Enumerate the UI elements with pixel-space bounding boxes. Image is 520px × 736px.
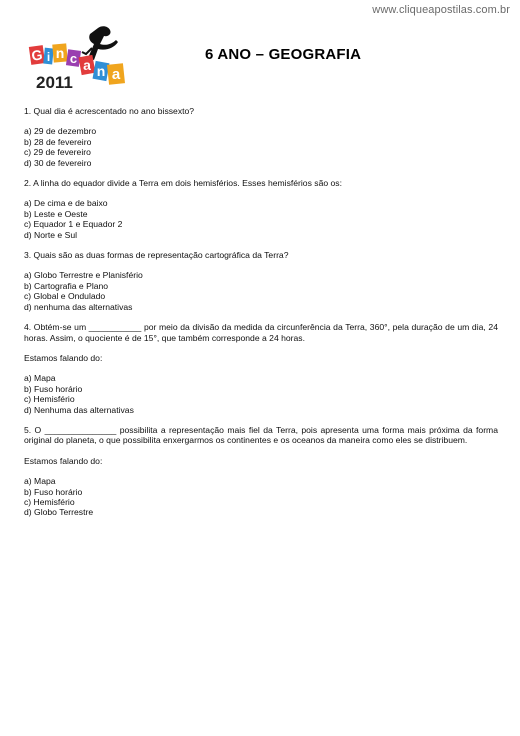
svg-text:c: c bbox=[69, 51, 78, 66]
question-4-options bbox=[24, 373, 498, 415]
question-3: 3. Quais são as duas formas de representação cartográfica da Terra? bbox=[24, 250, 289, 261]
svg-text:i: i bbox=[46, 50, 51, 64]
option: d) Globo Terrestre bbox=[24, 507, 94, 518]
option: a) Mapa bbox=[24, 373, 56, 384]
option: d) nenhuma das alternativas bbox=[24, 301, 133, 312]
option: a) Globo Terrestre e Planisfério bbox=[24, 270, 143, 281]
questions-list bbox=[24, 106, 498, 528]
option: b) Leste e Oeste bbox=[24, 208, 88, 219]
svg-text:G: G bbox=[30, 46, 44, 64]
gincana-2011-logo bbox=[28, 24, 130, 96]
option: c) 29 de fevereiro bbox=[24, 147, 91, 158]
option: b) Fuso horário bbox=[24, 383, 83, 394]
question-2: 2. A linha do equador divide a Terra em dois hemisférios. Esses hemisférios são os: bbox=[24, 178, 342, 189]
option: b) Cartografia e Plano bbox=[24, 280, 109, 291]
question-5-options bbox=[24, 476, 498, 518]
logo-year: 2011 bbox=[36, 73, 73, 92]
option: c) Global e Ondulado bbox=[24, 291, 106, 302]
option: a) De cima e de baixo bbox=[24, 198, 108, 209]
option: a) 29 de dezembro bbox=[24, 126, 97, 137]
option: b) Fuso horário bbox=[24, 486, 83, 497]
option: d) Nenhuma das alternativas bbox=[24, 404, 134, 415]
svg-text:a: a bbox=[83, 57, 91, 73]
site-url: www.cliqueapostilas.com.br bbox=[372, 4, 510, 16]
question-2-options bbox=[24, 198, 498, 240]
question-4-prompt: Estamos falando do: bbox=[24, 352, 103, 363]
question-4: 4. Obtém-se um ___________ por meio da divisão da medida da circunferência da Terra, 360°, pela duração de um dia, 24 horas. Assim, o quociente é de 15°, que também corresponde a 24 horas. bbox=[24, 322, 498, 343]
option: d) 30 de fevereiro bbox=[24, 157, 92, 168]
svg-text:n: n bbox=[96, 63, 106, 79]
option: c) Hemisfério bbox=[24, 394, 75, 405]
question-3-options bbox=[24, 270, 498, 312]
question-5: 5. O _______________ possibilita a representação mais fiel da Terra, pois apresenta uma forma mais próxima da forma original do planeta, o que possibilita enxergarmos os continentes e os oceanos da maneira como eles se distribuem. bbox=[24, 424, 498, 446]
svg-text:a: a bbox=[111, 66, 121, 83]
question-5-prompt: Estamos falando do: bbox=[24, 455, 103, 466]
question-1: 1. Qual dia é acrescentado no ano bissexto? bbox=[24, 106, 195, 116]
option: c) Hemisfério bbox=[24, 496, 75, 507]
page-title: 6 ANO – GEOGRAFIA bbox=[205, 46, 362, 63]
option: a) Mapa bbox=[24, 476, 56, 487]
option: b) 28 de fevereiro bbox=[24, 136, 92, 147]
option: c) Equador 1 e Equador 2 bbox=[24, 219, 123, 230]
question-1-options bbox=[24, 126, 498, 168]
option: d) Norte e Sul bbox=[24, 229, 78, 240]
svg-text:n: n bbox=[55, 45, 65, 61]
